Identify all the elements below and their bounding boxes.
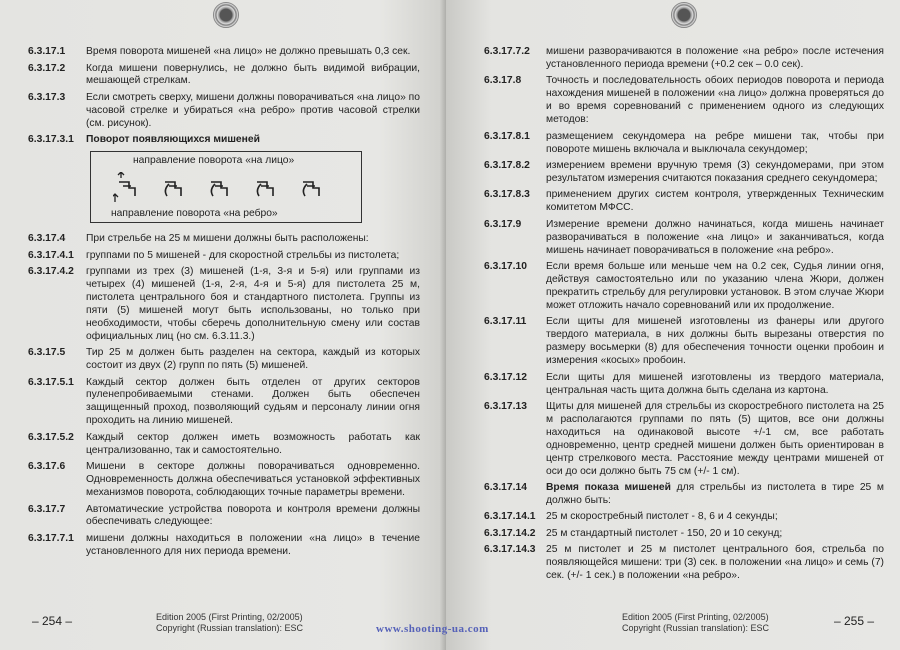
section-entry <box>484 46 884 72</box>
section-text: Мишени в секторе должны поворачиваться одновременно. Одновременность должна обеспечиваться установкой эффективных механизмов поворота, соблюдающих точные параметры времени. <box>86 461 420 498</box>
section-entry <box>484 75 884 127</box>
section-entry <box>28 461 420 500</box>
section-number: 6.3.17.11 <box>484 316 527 328</box>
section-entry <box>28 504 420 530</box>
section-text-bold: Время показа мишеней <box>546 482 671 494</box>
section-text: Каждый сектор должен иметь возможность работать как централизованно, так и самостоятельно. <box>86 431 420 456</box>
section-text: группами по 5 мишеней - для скоростной стрельбы из пистолета; <box>86 249 400 261</box>
section-text: Если время больше или меньше чем на 0.2 сек, Судья линии огня, действуя самостоятельно или по указанию члена Жюри, должен прекратить стрельбу для регулировки установок. В этом случае Жюри может отложить начало соревнований или их продолжение. <box>546 261 884 311</box>
section-number: 6.3.17.14.1 <box>484 511 536 523</box>
section-number: 6.3.17.8.1 <box>484 130 530 142</box>
section-entry <box>484 160 884 186</box>
page-number-right: – 255 – <box>834 614 875 628</box>
section-number: 6.3.17.10 <box>484 261 527 273</box>
section-entry <box>484 528 884 541</box>
section-text: 25 м скоростребный пистолет - 8, 6 и 4 секунды; <box>546 511 778 523</box>
section-entry <box>28 134 420 147</box>
section-entry <box>484 544 884 583</box>
section-text: Если щиты для мишеней изготовлены из фанеры или другого твердого материала, в них должны быть вырезаны отверстия по размеру восьмерки (8) для обеспечения точности оценки пробоин и измерения «косых» пробоин. <box>546 316 884 367</box>
section-text: Автоматические устройства поворота и контроля времени должны обеспечивать следующее: <box>86 503 420 528</box>
section-number: 6.3.17.5.2 <box>28 431 74 443</box>
section-entry <box>484 482 884 508</box>
target-3-icon <box>211 182 227 196</box>
section-number: 6.3.17.14.2 <box>484 527 536 539</box>
section-entry <box>28 432 420 458</box>
section-entry <box>28 92 420 131</box>
section-entry <box>28 377 420 429</box>
left-page <box>0 0 446 650</box>
section-text: размещением секундомера на ребре мишени так, чтобы при повороте мишень включала и выключала секундомер; <box>546 130 884 155</box>
right-page <box>446 0 900 650</box>
section-number: 6.3.17.6 <box>28 461 66 473</box>
section-entry <box>484 189 884 215</box>
rotation-figure <box>90 151 362 223</box>
section-text: измерением времени вручную тремя (3) секундомерами, при этом результатом измерения считаются показания среднего секундомера; <box>546 160 884 184</box>
footer-copyright: Copyright (Russian translation): ESC <box>156 623 304 633</box>
section-number: 6.3.17.14.3 <box>484 544 536 556</box>
section-text <box>546 482 884 508</box>
section-number: 6.3.17.1 <box>28 46 66 57</box>
section-text: группами из трех (3) мишеней (1-я, 3-я и 5-я) или группами из четырех (4) мишеней (1-я, 2-я, 4-я и 5-я) для пистолета 25 м, пистолета центрального боя и стандартного пистолета. Группы из пяти (5) мишеней могут быть использованы, но только при необходимости, чтобы сберечь дополнительную смену или состав официальных лиц (но см. 6.3.11.3.) <box>86 266 420 342</box>
section-number: 6.3.17.5.1 <box>28 376 74 388</box>
section-number: 6.3.17.14 <box>484 482 527 494</box>
section-entry <box>28 46 420 59</box>
target-1-icon <box>118 172 135 196</box>
section-text: Поворот появляющихся мишеней <box>86 134 260 146</box>
section-entry <box>484 372 884 398</box>
section-text: При стрельбе на 25 м мишени должны быть расположены: <box>86 233 369 245</box>
section-entry <box>484 401 884 478</box>
section-entry <box>28 266 420 343</box>
section-text: 25 м пистолет и 25 м пистолет центрального боя, стрельба по появляющейся мишени: три (3) сек. в положении «на лицо» и семь (7) сек. (+/- 1 сек.) в положении «на ребро». <box>546 544 884 582</box>
section-number: 6.3.17.4 <box>28 233 66 245</box>
section-number: 6.3.17.8.3 <box>484 189 530 201</box>
section-text: применением других систем контроля, утвержденных Техническим комитетом МФСС. <box>546 189 884 214</box>
target-5-icon <box>303 182 319 196</box>
target-4-icon <box>257 182 273 196</box>
footer-copyright: Copyright (Russian translation): ESC <box>622 623 770 633</box>
section-number: 6.3.17.7.1 <box>28 532 74 544</box>
section-text: Измерение времени должно начинаться, когда мишень начинает разворачиваться в положение «на лицо» и заканчиваться, когда мишень начинает поворачиваться в положение «на ребро». <box>546 218 884 256</box>
section-text: Если смотреть сверху, мишени должны поворачиваться «на лицо» по часовой стрелке и убираться «на ребро» против часовой стрелки (см. рисунок). <box>86 91 420 129</box>
target-2-icon <box>165 182 181 196</box>
section-number: 6.3.17.3.1 <box>28 134 74 146</box>
footer-edition: Edition 2005 (First Printing, 02/2005) <box>156 612 303 622</box>
figure-label-edge: направление поворота «на ребро» <box>111 208 278 220</box>
footer-edition: Edition 2005 (First Printing, 02/2005) <box>622 612 769 622</box>
section-text: мишени разворачиваются в положение «на ребро» после истечения установленного периода времени (+0.2 сек – 0.0 сек). <box>546 46 884 70</box>
section-number: 6.3.17.12 <box>484 371 527 383</box>
section-text: 25 м стандартный пистолет - 150, 20 и 10 секунд; <box>546 527 783 539</box>
emblem-icon <box>213 2 239 28</box>
section-number: 6.3.17.2 <box>28 62 66 74</box>
section-entry <box>484 219 884 258</box>
section-text: Время поворота мишеней «на лицо» не должно превышать 0,3 сек. <box>86 46 411 57</box>
section-text: мишени должны находиться в положении «на лицо» в течение установленного для них периода времени. <box>86 532 420 557</box>
section-number: 6.3.17.13 <box>484 401 527 412</box>
arrow-up-icon <box>113 194 118 202</box>
section-entry <box>484 131 884 157</box>
right-entries <box>484 46 884 587</box>
figure-label-face: направление поворота «на лицо» <box>133 155 295 167</box>
section-entry <box>28 250 420 263</box>
section-text: Тир 25 м должен быть разделен на сектора, каждый из которых состоит из двух (2) групп по пять (5) мишеней. <box>86 347 420 372</box>
section-text: Каждый сектор должен быть отделен от других секторов пуленепробиваемыми стенами. Должен быть обеспечен защищенный проход, позволяющий судьям и персоналу линии огня проходить на линию мишеней. <box>86 376 420 427</box>
section-number: 6.3.17.3 <box>28 91 66 103</box>
section-entry <box>28 63 420 89</box>
footer-right <box>622 612 769 634</box>
section-entry <box>28 347 420 373</box>
section-number: 6.3.17.7.2 <box>484 46 530 57</box>
section-number: 6.3.17.5 <box>28 347 66 359</box>
section-number: 6.3.17.4.2 <box>28 266 74 278</box>
section-text: Когда мишени повернулись, не должно быть видимой вибрации, мешающей стрелкам. <box>86 62 420 87</box>
page-number-left: – 254 – <box>32 614 73 628</box>
section-text: Щиты для мишеней для стрельбы из скоростребного пистолета на 25 м располагаются группами по пять (5) щитов, все они должны находиться на одинаковой высоте +/-1 см, все работать одновременно, центр средней мишени должен быть ориентирован в центр стрелкового места. Расстояние между центрами мишеней от оси до оси должно быть 75 см (+/- 1 см). <box>546 401 884 477</box>
section-number: 6.3.17.9 <box>484 218 522 230</box>
left-entries <box>28 46 420 562</box>
section-entry <box>484 316 884 368</box>
section-number: 6.3.17.8.2 <box>484 160 530 172</box>
footer-left <box>156 612 303 634</box>
section-entry <box>484 261 884 313</box>
section-entry <box>28 533 420 559</box>
section-text-rest: для стрельбы из пистолета в тире 25 м должно быть: <box>546 482 885 506</box>
section-text: Точность и последовательность обоих периодов поворота и периода нахождения мишеней в положении «на лицо» должна проверяться до и во время соревнований с применением одного из следующих методов: <box>546 75 884 126</box>
targets-diagram <box>113 172 353 202</box>
emblem-icon <box>671 2 697 28</box>
section-number: 6.3.17.7 <box>28 503 66 515</box>
section-number: 6.3.17.8 <box>484 75 522 87</box>
section-text: Если щиты для мишеней изготовлены из твердого материала, центральная часть щита должна быть сделана из картона. <box>546 371 884 396</box>
section-entry <box>484 511 884 524</box>
section-number: 6.3.17.4.1 <box>28 249 74 261</box>
watermark-link[interactable]: www.shooting-ua.com <box>376 623 489 635</box>
section-entry <box>28 233 420 246</box>
